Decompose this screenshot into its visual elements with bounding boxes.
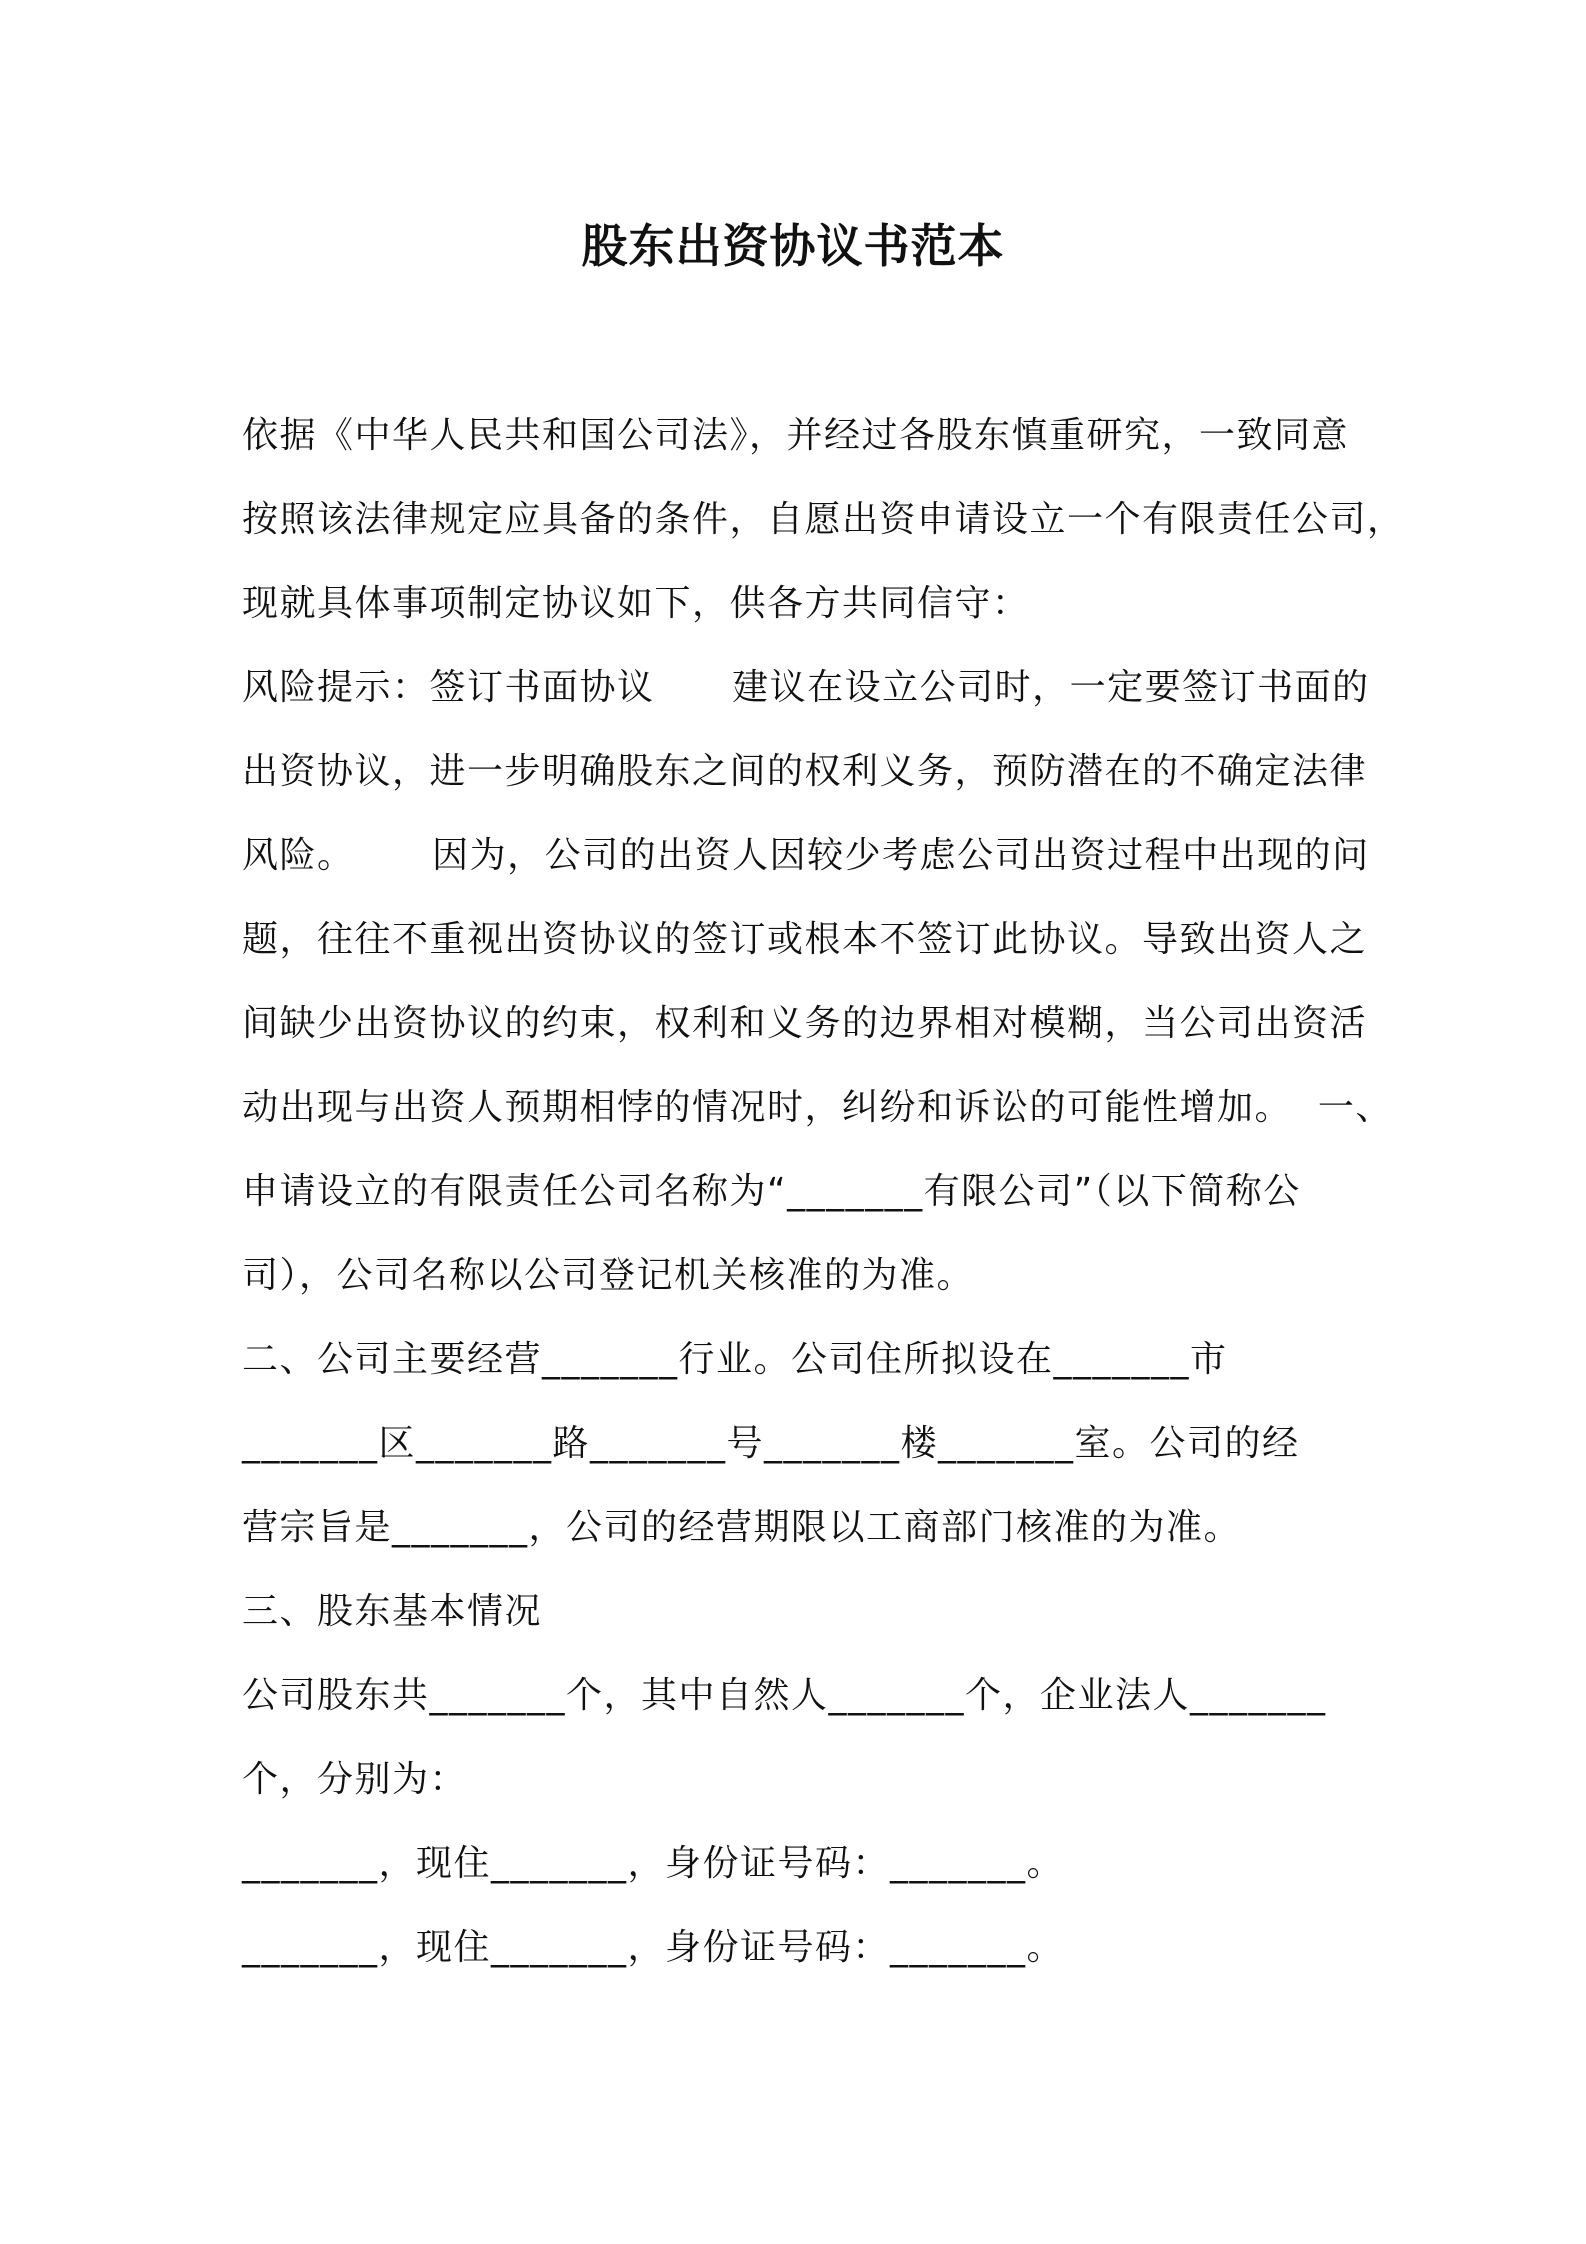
body-line-11: 司），公司名称以公司登记机关核准的为准。: [242, 1255, 975, 1296]
body-line-9: 动出现与出资人预期相悖的情况时，纠纷和诉讼的可能性增加。 一、: [242, 1087, 1393, 1128]
body-line-17: 个，分别为：: [242, 1759, 468, 1800]
body-line-18: _______，现住_______，身份证号码：_______。: [242, 1843, 1065, 1884]
body-line-8: 间缺少出资协议的约束，权利和义务的边界相对模糊，当公司出资活: [242, 1003, 1368, 1044]
body-line-19: _______，现住_______，身份证号码：_______。: [242, 1927, 1065, 1968]
body-line-14: 营宗旨是_______，公司的经营期限以工商部门核准的为准。: [242, 1507, 1242, 1548]
body-line-6: 风险。 因为，公司的出资人因较少考虑公司出资过程中出现的问: [242, 835, 1370, 876]
body-line-1: 依据《中华人民共和国公司法》，并经过各股东慎重研究，一致同意: [242, 415, 1350, 456]
body-line-4: 风险提示：签订书面协议 建议在设立公司时，一定要签订书面的: [242, 667, 1370, 708]
body-line-5: 出资协议，进一步明确股东之间的权利义务，预防潜在的不确定法律: [242, 751, 1368, 792]
body-line-10: 申请设立的有限责任公司名称为“_______有限公司”（以下简称公: [242, 1171, 1301, 1212]
body-line-12: 二、公司主要经营_______行业。公司住所拟设在_______市: [242, 1339, 1228, 1380]
body-line-2: 按照该法律规定应具备的条件，自愿出资申请设立一个有限责任公司，: [242, 499, 1405, 540]
body-line-15: 三、股东基本情况: [242, 1591, 543, 1632]
body-line-16: 公司股东共_______个，其中自然人_______个，企业法人_______: [242, 1675, 1327, 1716]
document-title: 股东出资协议书范本: [581, 219, 1005, 273]
body-line-13: _______区_______路_______号_______楼_______室。公司的经: [242, 1423, 1300, 1464]
body-line-7: 题，往往不重视出资协议的签订或根本不签订此协议。导致出资人之: [242, 919, 1368, 960]
body-line-3: 现就具体事项制定协议如下，供各方共同信守：: [242, 583, 1030, 624]
